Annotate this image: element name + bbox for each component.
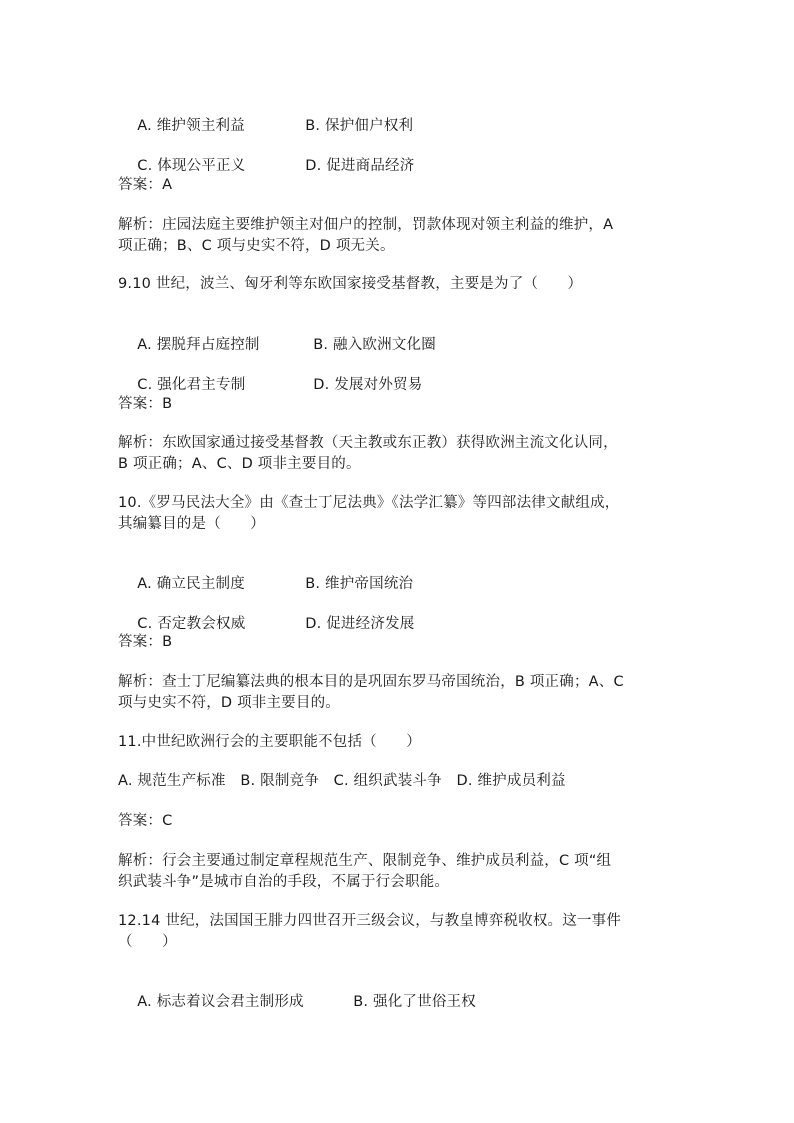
- q8-option-b: B. 保护佃户权利: [305, 118, 414, 134]
- q12-question-line2: （ ）: [118, 934, 177, 950]
- q10-option-c: C. 否定教会权威: [137, 616, 246, 632]
- q8-analysis-line2: 项正确；B、C 项与史实不符，D 项无关。: [118, 238, 395, 254]
- q10-analysis-line2: 项与史实不符，D 项非主要目的。: [118, 695, 340, 711]
- q11-answer: 答案：C: [118, 813, 173, 829]
- q8-option-a: A. 维护领主利益: [137, 118, 245, 134]
- q12-option-b: B. 强化了世俗王权: [353, 994, 476, 1010]
- q10-question-line2: 其编纂目的是（ ）: [118, 516, 265, 532]
- q12-option-a: A. 标志着议会君主制形成: [137, 994, 304, 1010]
- q8-option-c: C. 体现公平正义: [137, 158, 246, 174]
- q9-option-c: C. 强化君主专制: [137, 377, 246, 393]
- q11-question: 11.中世纪欧洲行会的主要职能不包括（ ）: [118, 734, 421, 750]
- q9-analysis-line2: B 项正确；A、C、D 项非主要目的。: [118, 456, 361, 472]
- q11-options: A. 规范生产标准 B. 限制竞争 C. 组织武装斗争 D. 维护成员利益: [118, 773, 566, 789]
- q8-answer: 答案：A: [118, 177, 173, 193]
- q10-answer: 答案：B: [118, 634, 173, 650]
- q12-question-line1: 12.14 世纪，法国国王腓力四世召开三级会议，与教皇博弈税收权。这一事件: [118, 913, 622, 929]
- q8-option-d: D. 促进商品经济: [305, 158, 415, 174]
- q9-analysis-line1: 解析：东欧国家通过接受基督教（天主教或东正教）获得欧洲主流文化认同，: [118, 435, 618, 451]
- q9-answer: 答案：B: [118, 396, 173, 412]
- q8-analysis-line1: 解析：庄园法庭主要维护领主对佃户的控制，罚款体现对领主利益的维护，A: [118, 217, 614, 233]
- q10-option-b: B. 维护帝国统治: [305, 576, 414, 592]
- q9-option-b: B. 融入欧洲文化圈: [313, 337, 436, 353]
- q9-question: 9.10 世纪，波兰、匈牙利等东欧国家接受基督教，主要是为了（ ）: [118, 276, 583, 292]
- q10-analysis-line1: 解析：查士丁尼编纂法典的根本目的是巩固东罗马帝国统治，B 项正确；A、C: [118, 674, 624, 690]
- q10-question-line1: 10.《罗马民法大全》由《查士丁尼法典》《法学汇纂》等四部法律文献组成，: [118, 495, 620, 511]
- q9-option-d: D. 发展对外贸易: [313, 377, 423, 393]
- q12-options-row1: [118, 971, 476, 1034]
- q11-analysis-line1: 解析：行会主要通过制定章程规范生产、限制竞争、维护成员利益，C 项“组: [118, 853, 612, 869]
- q11-analysis-line2: 织武装斗争”是城市自治的手段，不属于行会职能。: [118, 874, 450, 890]
- q9-option-a: A. 摆脱拜占庭控制: [137, 337, 260, 353]
- q10-option-a: A. 确立民主制度: [137, 576, 245, 592]
- q10-option-d: D. 促进经济发展: [305, 616, 415, 632]
